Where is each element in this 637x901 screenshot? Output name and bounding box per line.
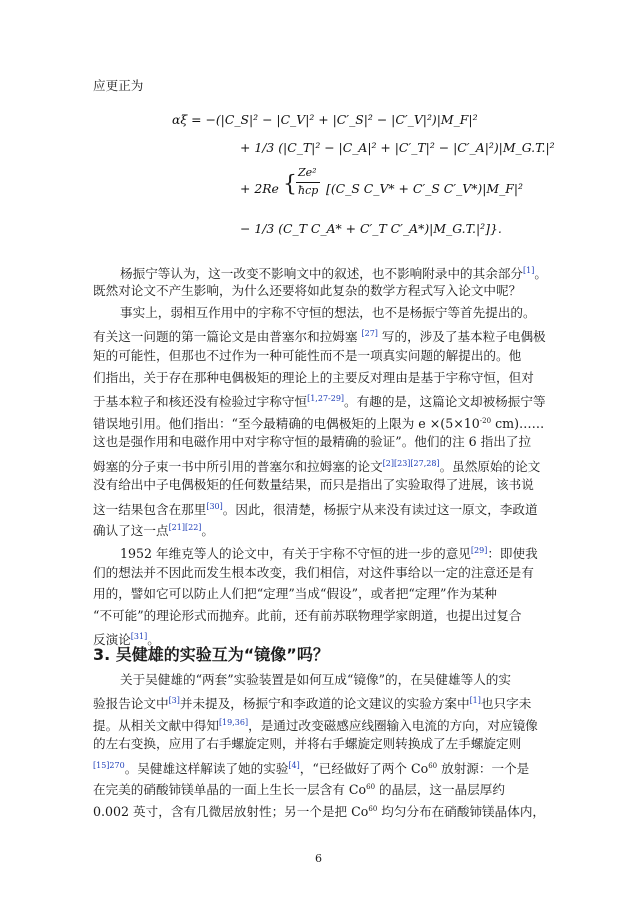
para4-line-7: 0.002 英寸，含有几微居放射性；另一个是把 Co$^{60}$ 均匀分布在硝酸铈镁晶体内， xyxy=(93,804,546,819)
para3-line-5: 反演论[31]。 xyxy=(93,632,160,647)
para2-line-10: 这一结果包含在那里[30]。因此，很清楚，杨振宁从来没有读过这一原文，李政道 xyxy=(93,502,538,517)
citation-link[interactable]: [29] xyxy=(470,546,488,555)
citation-link[interactable]: [4] xyxy=(288,761,300,770)
para2-line-8: 姆塞的分子束一书中所引用的普塞尔和拉姆塞的论文[2][23][27,28]。虽然原始的论文 xyxy=(93,459,541,474)
brace-open: { xyxy=(283,172,297,197)
para4-line-4: 的左右变换，应用了右手螺旋定则，并将右手螺旋定则转换成了左手螺旋定则 xyxy=(93,736,522,751)
citation-link[interactable]: [21][22] xyxy=(168,523,202,532)
equation-line-4: − 1/3 (C_T C_A* + C′_T C′_A*)|M_G.T.|²]}. xyxy=(240,221,502,236)
fraction-bar xyxy=(296,182,320,183)
para3-line-4: “不可能”的理论形式而抛弃。此前，还有前苏联物理学家朗道，也提出过复合 xyxy=(93,608,522,623)
citation-link[interactable]: [1] xyxy=(523,266,535,275)
intro-line: 应更正为 xyxy=(93,78,144,93)
para3-line-3: 用的，譬如它可以防止人们把“定理”当成“假设”，或者把“定理”作为某种 xyxy=(93,586,497,601)
equation-line-3-prefix: + 2Re xyxy=(240,181,279,196)
para1-line-2: 既然对论文不产生影响，为什么还要将如此复杂的数学方程式写入论文中呢？ xyxy=(93,283,522,298)
para4-line-1: 关于吴健雄的“两套”实验装置是如何互成“镜像”的，在吴健雄等人的实 xyxy=(120,672,511,687)
citation-link[interactable]: [2][23][27,28] xyxy=(382,459,440,468)
equation-fraction-den: ħcp xyxy=(298,184,319,197)
para2-line-5: 于基本粒子和核还没有检验过宇称守恒[1,27-29]。有趣的是，这篇论文却被杨振宁等 xyxy=(93,394,546,409)
para2-line-11: 确认了这一点[21][22]。 xyxy=(93,523,214,538)
para2-line-1: 事实上，弱相互作用中的宇称不守恒的想法，也不是杨振宁等首先提出的。 xyxy=(120,305,536,320)
citation-link[interactable]: [15]270 xyxy=(93,761,125,770)
para2-line-7: 这也是强作用和电磁作用中对宇称守恒的最精确的验证”。他们的注 6 指出了拉 xyxy=(93,434,532,449)
para2-line-6: 错误地引用。他们指出：“至今最精确的电偶极矩的上限为 $e \times(5\times 10^{-20}$ cm)…… xyxy=(93,416,545,431)
para1-line-1: 杨振宁等认为，这一改变不影响文中的叙述，也不影响附录中的其余部分[1]。 xyxy=(120,266,547,281)
citation-link[interactable]: [30] xyxy=(206,502,223,511)
citation-link[interactable]: [31] xyxy=(130,632,148,641)
para4-line-5: $^{[15]270}$。吴健雄这样解读了她的实验[4]，“已经做好了两个 Co$^{60}$ 放射源：一个是 xyxy=(93,761,530,776)
equation-line-2: + 1/3 (|C_T|² − |C_A|² + |C′_T|² − |C′_A|²)|M_G.T.|² xyxy=(240,140,555,155)
para2-line-3: 矩的可能性，但那也不过作为一种可能性而不是一项真实问题的解提出的。他 xyxy=(93,348,522,363)
section-heading: 3. 吴健雄的实验互为“镜像”吗？ xyxy=(93,645,329,664)
citation-link[interactable]: [27] xyxy=(361,329,378,338)
para2-line-4: 们指出，关于存在那种电偶极矩的理论上的主要反对理由是基于宇称守恒，但对 xyxy=(93,370,534,385)
citation-link[interactable]: [1,27-29] xyxy=(307,394,345,403)
para3-line-1: 1952 年维克等人的论文中，有关于宇称不守恒的进一步的意见[29]：即使我 xyxy=(120,546,538,561)
para4-line-3: 提。从相关文献中得知[19,36]，是通过改变磁感应线圈输入电流的方向，对应镜像 xyxy=(93,718,538,733)
citation-link[interactable]: [19,36] xyxy=(218,718,249,727)
para2-line-9: 没有给出中子电偶极矩的任何数量结果，而只是指出了实验取得了进展，该书说 xyxy=(93,477,534,492)
page-number: 6 xyxy=(315,852,322,865)
equation-line-1: αξ = −(|C_S|² − |C_V|² + |C′_S|² − |C′_V|²)|M_F|² xyxy=(172,112,478,127)
citation-link[interactable]: [1] xyxy=(469,696,481,705)
citation-link[interactable]: [3] xyxy=(168,696,180,705)
equation-fraction-num: Ze² xyxy=(298,166,317,179)
para3-line-2: 们的想法并不因此而发生根本改变，我们相信，对这件事给以一定的注意还是有 xyxy=(93,565,534,580)
equation-line-3-body: [(C_S C_V* + C′_S C′_V*)|M_F|² xyxy=(326,181,524,196)
para4-line-6: 在完美的硝酸铈镁单晶的一面上生长一层含有 Co$^{60}$ 的晶层，这一晶层厚约 xyxy=(93,782,505,797)
para2-line-2: 有关这一问题的第一篇论文是由普塞尔和拉姆塞 [27] 写的，涉及了基本粒子电偶极 xyxy=(93,329,546,344)
para4-line-2: 验报告论文中[3]并未提及，杨振宁和李政道的论文建议的实验方案中[1]也只字未 xyxy=(93,696,532,711)
